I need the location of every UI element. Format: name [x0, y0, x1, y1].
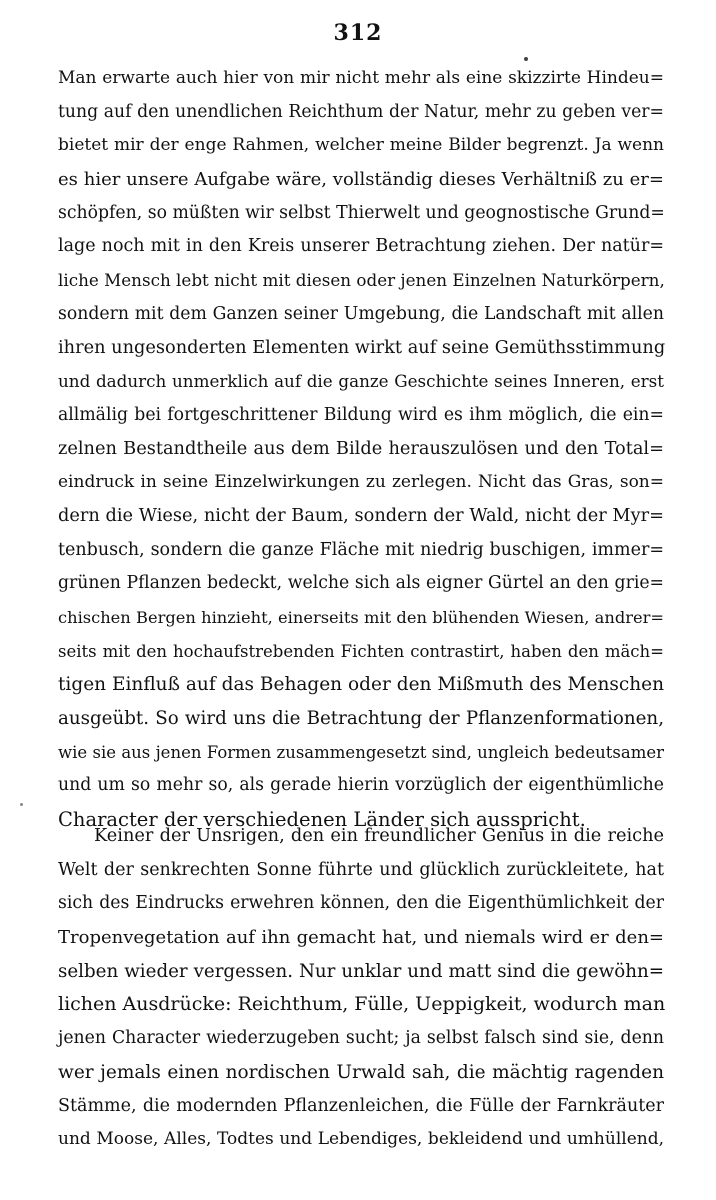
text-line: es hier unsere Aufgabe wäre, vollständig dieses Verhältniß zu er=: [58, 169, 664, 191]
text-line: selben wieder vergessen. Nur unklar und matt sind die gewöhn=: [58, 960, 664, 982]
text-line: seits mit den hochaufstrebenden Fichten contrastirt, haben den mäch=: [58, 641, 664, 661]
text-line: wie sie aus jenen Formen zusammengesetzt sind, ungleich bedeutsamer: [58, 742, 664, 762]
text-line: liche Mensch lebt nicht mit diesen oder jenen Einzelnen Naturkörpern,: [58, 270, 665, 291]
text-line: lichen Ausdrücke: Reichthum, Fülle, Ueppigkeit, wodurch man: [58, 993, 666, 1016]
text-line: Character der verschiedenen Länder sich ausspricht.: [58, 808, 586, 832]
page-number: 312: [333, 20, 383, 46]
paragraph-1: [58, 62, 664, 837]
text-line: jenen Character wiederzugeben sucht; ja selbst falsch sind sie, denn: [58, 1028, 664, 1049]
text-line: ihren ungesonderten Elementen wirkt auf seine Gemüthsstimmung: [58, 337, 666, 358]
text-line: zelnen Bestandtheile aus dem Bilde herauszulösen und den Total=: [58, 438, 664, 459]
text-line: sich des Eindrucks erwehren können, den die Eigenthümlichkeit der: [58, 893, 664, 914]
text-line: sondern mit dem Ganzen seiner Umgebung, die Landschaft mit allen: [58, 303, 664, 324]
text-line: und dadurch unmerklich auf die ganze Geschichte seines Inneren, erst: [58, 371, 664, 392]
text-line: eindruck in seine Einzelwirkungen zu zerlegen. Nicht das Gras, son=: [58, 472, 664, 493]
print-speck: [20, 803, 23, 806]
paragraph-2: [58, 820, 664, 1157]
text-line: Welt der senkrechten Sonne führte und glücklich zurückleitete, hat: [58, 859, 664, 880]
text-line: und um so mehr so, als gerade hierin vorzüglich der eigenthümliche: [58, 775, 664, 796]
text-line: Keiner der Unsrigen, den ein freundlicher Genius in die reiche: [94, 826, 664, 846]
text-line: grünen Pflanzen bedeckt, welche sich als eigner Gürtel an den grie=: [58, 573, 664, 594]
print-speck: [524, 57, 528, 61]
text-line: tung auf den unendlichen Reichthum der Natur, mehr zu geben ver=: [58, 101, 664, 122]
text-line: tigen Einfluß auf das Behagen oder den Mißmuth des Menschen: [58, 674, 664, 696]
text-line: tenbusch, sondern die ganze Fläche mit niedrig buschigen, immer=: [58, 539, 664, 560]
text-line: wer jemals einen nordischen Urwald sah, die mächtig ragenden: [58, 1061, 664, 1083]
text-line: bietet mir der enge Rahmen, welcher meine Bilder begrenzt. Ja wenn: [58, 135, 664, 156]
text-line: Man erwarte auch hier von mir nicht mehr als eine skizzirte Hindeu=: [58, 68, 664, 88]
text-line: lage noch mit in den Kreis unserer Betrachtung ziehen. Der natür=: [58, 236, 664, 257]
text-line: ausgeübt. So wird uns die Betrachtung der Pflanzenformationen,: [58, 708, 664, 730]
text-line: allmälig bei fortgeschrittener Bildung wird es ihm möglich, die ein=: [58, 404, 664, 425]
text-line: dern die Wiese, nicht der Baum, sondern der Wald, nicht der Myr=: [58, 505, 664, 526]
text-line: Stämme, die modernden Pflanzenleichen, die Fülle der Farnkräuter: [58, 1095, 664, 1116]
text-line: Tropenvegetation auf ihn gemacht hat, und niemals wird er den=: [58, 927, 664, 949]
text-line: schöpfen, so müßten wir selbst Thierwelt und geognostische Grund=: [58, 202, 665, 223]
text-line: und Moose, Alles, Todtes und Lebendiges, bekleidend und umhüllend,: [58, 1129, 664, 1150]
text-line: chischen Bergen hinzieht, einerseits mit den blühenden Wiesen, andrer=: [58, 608, 664, 627]
